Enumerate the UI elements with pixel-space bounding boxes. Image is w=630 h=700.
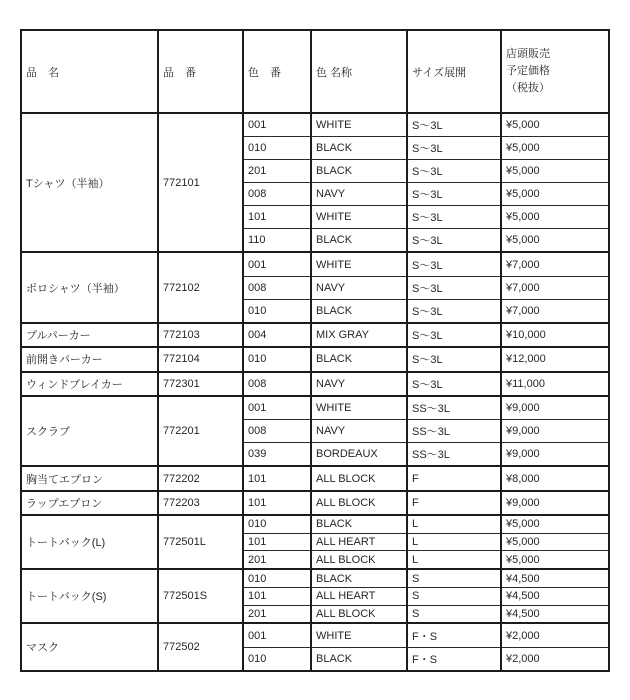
product-code-cell: 772501S	[158, 569, 243, 623]
product-name-cell: プルパーカー	[21, 323, 158, 347]
size-range-cell: F	[407, 491, 501, 515]
price-cell: ¥5,000	[501, 113, 609, 137]
color-no-cell: 001	[243, 252, 311, 276]
price-table-body	[21, 113, 609, 671]
color-no-cell: 101	[243, 466, 311, 490]
color-name-cell: MIX GRAY	[311, 323, 407, 347]
col-header-color-name: 色 名称	[311, 30, 407, 113]
price-cell: ¥7,000	[501, 299, 609, 323]
col-header-price	[501, 30, 609, 113]
color-no-cell: 010	[243, 299, 311, 323]
size-range-cell: S	[407, 569, 501, 587]
color-no-cell: 008	[243, 372, 311, 396]
col-header-size-range: サイズ展開	[407, 30, 501, 113]
col-header-product-name: 品 名	[21, 30, 158, 113]
table-row	[21, 323, 609, 347]
color-no-cell: 010	[243, 515, 311, 533]
color-name-cell: WHITE	[311, 252, 407, 276]
color-no-cell: 010	[243, 137, 311, 160]
color-no-cell: 008	[243, 276, 311, 299]
product-code-cell: 772102	[158, 252, 243, 322]
size-range-cell: S〜3L	[407, 372, 501, 396]
color-name-cell: ALL BLOCK	[311, 491, 407, 515]
product-code-cell: 772501L	[158, 515, 243, 569]
header-row	[21, 30, 609, 113]
color-no-cell: 110	[243, 229, 311, 253]
color-no-cell: 008	[243, 420, 311, 443]
size-range-cell: S〜3L	[407, 137, 501, 160]
table-row	[21, 347, 609, 371]
color-no-cell: 101	[243, 206, 311, 229]
color-name-cell: NAVY	[311, 420, 407, 443]
price-cell: ¥5,000	[501, 206, 609, 229]
size-range-cell: S〜3L	[407, 160, 501, 183]
product-code-cell: 772103	[158, 323, 243, 347]
table-row	[21, 491, 609, 515]
col-header-color-no: 色 番	[243, 30, 311, 113]
table-row	[21, 252, 609, 276]
size-range-cell: S〜3L	[407, 299, 501, 323]
table-row	[21, 623, 609, 647]
color-no-cell: 101	[243, 491, 311, 515]
product-name-cell: マスク	[21, 623, 158, 671]
price-table	[20, 29, 610, 672]
table-row	[21, 113, 609, 137]
size-range-cell: S〜3L	[407, 183, 501, 206]
product-code-cell: 772201	[158, 396, 243, 466]
color-name-cell: BLACK	[311, 229, 407, 253]
price-cell: ¥9,000	[501, 420, 609, 443]
color-no-cell: 001	[243, 113, 311, 137]
color-no-cell: 039	[243, 443, 311, 467]
table-row	[21, 569, 609, 587]
price-header-line-1: 店頭販売	[506, 48, 550, 60]
color-no-cell: 201	[243, 551, 311, 569]
color-name-cell: BLACK	[311, 347, 407, 371]
color-no-cell: 101	[243, 588, 311, 606]
size-range-cell: L	[407, 533, 501, 551]
color-no-cell: 010	[243, 569, 311, 587]
price-header-line-3: （税抜）	[506, 82, 550, 94]
price-cell: ¥9,000	[501, 443, 609, 467]
size-range-cell: S	[407, 588, 501, 606]
color-name-cell: BLACK	[311, 137, 407, 160]
color-name-cell: ALL HEART	[311, 588, 407, 606]
product-code-cell: 772202	[158, 466, 243, 490]
product-name-cell: ウィンドブレイカー	[21, 372, 158, 396]
color-name-cell: NAVY	[311, 276, 407, 299]
color-no-cell: 101	[243, 533, 311, 551]
table-row	[21, 396, 609, 420]
table-row	[21, 515, 609, 533]
color-no-cell: 008	[243, 183, 311, 206]
size-range-cell: S〜3L	[407, 113, 501, 137]
product-code-cell: 772301	[158, 372, 243, 396]
product-code-cell: 772101	[158, 113, 243, 252]
product-code-cell: 772502	[158, 623, 243, 671]
price-cell: ¥5,000	[501, 551, 609, 569]
color-name-cell: WHITE	[311, 396, 407, 420]
price-header-line-2: 予定価格	[506, 65, 550, 77]
product-name-cell: ラップエプロン	[21, 491, 158, 515]
price-cell: ¥9,000	[501, 491, 609, 515]
size-range-cell: S〜3L	[407, 323, 501, 347]
price-cell: ¥10,000	[501, 323, 609, 347]
price-cell: ¥5,000	[501, 160, 609, 183]
product-name-cell: 胸当てエプロン	[21, 466, 158, 490]
color-no-cell: 001	[243, 396, 311, 420]
table-row	[21, 372, 609, 396]
size-range-cell: F	[407, 466, 501, 490]
price-table-header	[21, 30, 609, 113]
product-name-cell: トートバック(L)	[21, 515, 158, 569]
size-range-cell: L	[407, 515, 501, 533]
size-range-cell: S〜3L	[407, 206, 501, 229]
price-cell: ¥4,500	[501, 605, 609, 623]
product-name-cell: トートバック(S)	[21, 569, 158, 623]
size-range-cell: F・S	[407, 623, 501, 647]
product-code-cell: 772104	[158, 347, 243, 371]
color-name-cell: BORDEAUX	[311, 443, 407, 467]
price-cell: ¥4,500	[501, 569, 609, 587]
color-name-cell: ALL HEART	[311, 533, 407, 551]
color-name-cell: BLACK	[311, 647, 407, 671]
color-name-cell: WHITE	[311, 206, 407, 229]
color-no-cell: 201	[243, 160, 311, 183]
color-name-cell: BLACK	[311, 160, 407, 183]
color-no-cell: 201	[243, 605, 311, 623]
price-cell: ¥9,000	[501, 396, 609, 420]
price-cell: ¥12,000	[501, 347, 609, 371]
color-no-cell: 010	[243, 647, 311, 671]
color-name-cell: ALL BLOCK	[311, 551, 407, 569]
color-name-cell: BLACK	[311, 569, 407, 587]
size-range-cell: S〜3L	[407, 347, 501, 371]
color-no-cell: 004	[243, 323, 311, 347]
size-range-cell: S〜3L	[407, 229, 501, 253]
product-name-cell: 前開きパーカー	[21, 347, 158, 371]
color-name-cell: ALL BLOCK	[311, 605, 407, 623]
price-cell: ¥5,000	[501, 137, 609, 160]
price-cell: ¥2,000	[501, 647, 609, 671]
size-range-cell: SS〜3L	[407, 396, 501, 420]
size-range-cell: SS〜3L	[407, 420, 501, 443]
size-range-cell: S〜3L	[407, 252, 501, 276]
product-name-cell: ポロシャツ（半袖）	[21, 252, 158, 322]
price-cell: ¥5,000	[501, 229, 609, 253]
size-range-cell: S〜3L	[407, 276, 501, 299]
price-cell: ¥5,000	[501, 183, 609, 206]
price-cell: ¥2,000	[501, 623, 609, 647]
price-cell: ¥7,000	[501, 252, 609, 276]
color-no-cell: 001	[243, 623, 311, 647]
size-range-cell: S	[407, 605, 501, 623]
color-name-cell: NAVY	[311, 183, 407, 206]
color-name-cell: WHITE	[311, 623, 407, 647]
table-row	[21, 466, 609, 490]
color-name-cell: NAVY	[311, 372, 407, 396]
product-code-cell: 772203	[158, 491, 243, 515]
col-header-product-code: 品 番	[158, 30, 243, 113]
color-name-cell: BLACK	[311, 515, 407, 533]
price-cell: ¥5,000	[501, 515, 609, 533]
color-no-cell: 010	[243, 347, 311, 371]
product-name-cell: Tシャツ（半袖）	[21, 113, 158, 252]
price-cell: ¥11,000	[501, 372, 609, 396]
size-range-cell: F・S	[407, 647, 501, 671]
size-range-cell: L	[407, 551, 501, 569]
size-range-cell: SS〜3L	[407, 443, 501, 467]
color-name-cell: WHITE	[311, 113, 407, 137]
color-name-cell: ALL BLOCK	[311, 466, 407, 490]
color-name-cell: BLACK	[311, 299, 407, 323]
price-cell: ¥4,500	[501, 588, 609, 606]
product-name-cell: スクラブ	[21, 396, 158, 466]
price-cell: ¥5,000	[501, 533, 609, 551]
price-cell: ¥7,000	[501, 276, 609, 299]
price-header-lines	[506, 46, 606, 97]
price-cell: ¥8,000	[501, 466, 609, 490]
